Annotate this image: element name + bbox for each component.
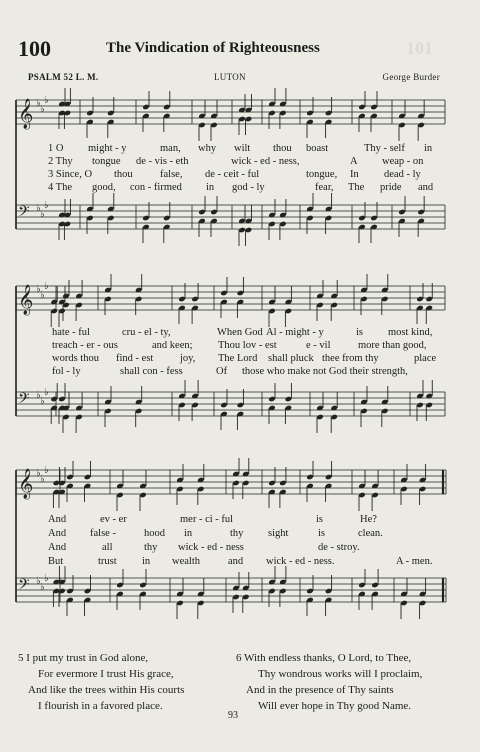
lyric-word: When God [217,327,263,338]
bass-clef: 𝄢 [18,390,30,411]
lyric-word: weap - on [382,156,424,167]
lyric-word: hood [144,528,165,539]
stanza-6 [236,650,422,714]
composer: George Burder [382,72,440,82]
lyric-word: e - vil [306,340,331,351]
flat-sign: ♭ [44,95,49,106]
lyric-word: boast [306,143,329,154]
lyric-word: Thy - self [364,143,405,154]
lyric-word: thee from thy [322,353,379,364]
lyric-word: place [414,353,437,364]
lyric-word: hate - ful [52,327,90,338]
hymn-number: 100 [18,36,51,61]
lyric-word: thy [230,528,244,539]
lyric-word: The [348,182,365,193]
lyric-word: 1 O [48,143,64,154]
flat-sign: ♭ [40,396,45,407]
lyric-word: clean. [358,528,383,539]
lyric-word: He? [360,514,377,525]
lyric-word: But [48,556,64,567]
stanza-line: 5 I put my trust in God alone, [18,652,149,664]
lyric-word: wick - ed - ness [178,542,244,553]
lyric-word: and keen; [152,340,193,351]
lyric-word: man, [160,143,181,154]
bass-clef: 𝄢 [18,576,30,597]
tune-name: LUTON [214,72,246,82]
flat-sign: ♭ [36,284,41,295]
lyric-word: in [142,556,151,567]
flat-sign: ♭ [36,98,41,109]
stanza-line: And like the trees within His courts [28,684,185,696]
flat-sign: ♭ [36,390,41,401]
lyric-word: sight [268,528,289,539]
stanza-line: Thy wondrous works will I proclaim, [258,668,423,680]
lyric-word: con - firmed [130,182,182,193]
lyric-word: god - ly [232,182,265,193]
flat-sign: ♭ [44,200,49,211]
bass-clef: 𝄢 [18,203,30,224]
lyric-word: thou [273,143,292,154]
lyric-word: is [316,514,324,525]
flat-sign: ♭ [44,465,49,476]
lyric-word: good, [92,182,116,193]
lyric-word: shall pluck [268,353,314,364]
lyric-word: more than good, [358,340,427,351]
lyric-word: Thou lov - est [218,340,277,351]
lyric-word: Al - might - y [266,327,324,338]
lyric-word: fear, [315,182,334,193]
lyric-word: fol - ly [52,366,81,377]
lyric-word: The Lord [218,353,258,364]
lyric-word: A - men. [396,556,433,567]
lyric-word: tongue, [306,169,338,180]
lyric-word: all [102,542,113,553]
lyric-word: tongue [92,156,121,167]
lyric-word: And [48,514,67,525]
lyric-word: pride [380,182,402,193]
lyric-word: de - vis - eth [136,156,189,167]
lyric-word: is [318,528,326,539]
lyric-word: is [356,327,364,338]
flat-sign: ♭ [36,576,41,587]
lyric-word: de - ceit - ful [205,169,260,180]
lyric-word: most kind, [388,327,433,338]
faded-next-hymn-number: 101 [406,38,433,58]
stanza-line: I flourish in a favored place. [38,700,163,712]
treble-clef: 𝄞 [18,285,34,315]
lyric-word: treach - er - ous [52,340,118,351]
lyric-word: might - y [88,143,127,154]
lyric-word: in [424,143,433,154]
flat-sign: ♭ [36,203,41,214]
stanza-line: And in the presence of Thy saints [246,684,394,696]
lyric-word: false, [160,169,183,180]
lyric-word: And [48,528,67,539]
lyric-word: find - est [116,353,154,364]
lyric-word: shall con - fess [120,366,183,377]
lyric-word: dead - ly [384,169,421,180]
lyric-word: 3 Since, O [48,169,93,180]
lyric-word: those who make not God their strength, [242,366,408,377]
flat-sign: ♭ [44,573,49,584]
lyric-word: and [228,556,244,567]
lyric-word: mer - ci - ful [180,514,234,525]
lyric-word: A [350,156,358,167]
stanza-5 [18,650,184,714]
lyric-word: ev - er [100,514,127,525]
treble-clef: 𝄞 [18,99,34,129]
lyric-word: words thou [52,353,99,364]
lyric-word: and [418,182,434,193]
lyric-word: de - stroy. [318,542,360,553]
page-number: 93 [228,710,238,721]
treble-clef: 𝄞 [18,469,34,499]
psalm-meter: PSALM 52 L. M. [28,72,99,82]
lyric-word: thou [114,169,133,180]
flat-sign: ♭ [40,290,45,301]
lyric-word: wilt [234,143,251,154]
flat-sign: ♭ [40,104,45,115]
flat-sign: ♭ [44,281,49,292]
lyric-word: Of [216,366,228,377]
hymn-title: The Vindication of Righteousness [106,40,320,56]
stanza-line: For evermore I trust His grace, [38,668,174,680]
lyric-word: cru - el - ty, [122,327,171,338]
lyric-word: In [350,169,359,180]
flat-sign: ♭ [44,387,49,398]
flat-sign: ♭ [36,468,41,479]
stanza-line: 6 With endless thanks, O Lord, to Thee, [236,652,412,664]
lyric-word: joy, [180,353,196,364]
lyric-word: false - [90,528,116,539]
lyric-word: thy [144,542,158,553]
lyric-word: 2 Thy [48,156,73,167]
stanza-line: Will ever hope in Thy good Name. [258,700,412,712]
lyric-word: trust [98,556,117,567]
lyric-word: 4 The [48,182,73,193]
lyric-word: wealth [172,556,200,567]
lyric-word: And [48,542,67,553]
lyric-word: wick - ed - ness. [266,556,335,567]
flat-sign: ♭ [40,582,45,593]
lyric-word: in [184,528,193,539]
flat-sign: ♭ [40,209,45,220]
lyric-word: in [206,182,215,193]
lyric-word: why [198,143,217,154]
lyric-word: wick - ed - ness, [231,156,300,167]
flat-sign: ♭ [40,474,45,485]
